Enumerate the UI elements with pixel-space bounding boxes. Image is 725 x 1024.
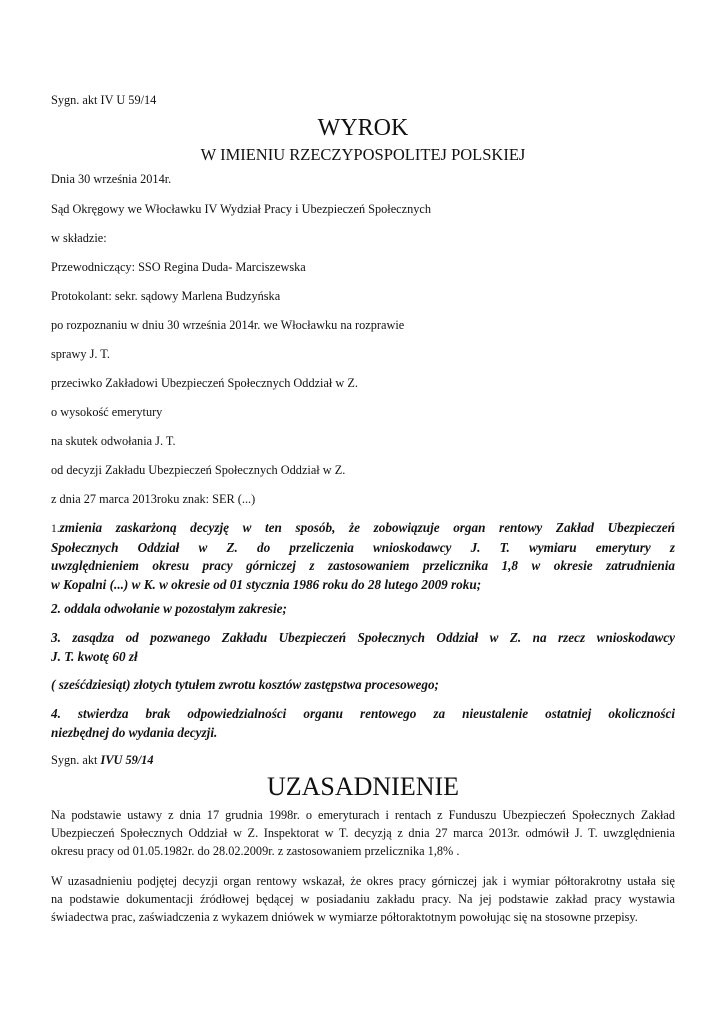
verdict-item-4	[51, 705, 675, 742]
intro-line: o wysokość emerytury	[51, 405, 163, 419]
verdict-item-3-continuation: ( sześćdziesiąt) złotych tytułem zwrotu kosztów zastępstwa procesowego;	[51, 677, 439, 692]
intro-line: z dnia 27 marca 2013roku znak: SER (...)	[51, 492, 256, 506]
justification-paragraph-1	[51, 806, 675, 861]
signature-value: IVU 59/14	[100, 753, 154, 767]
justification-signature	[51, 752, 675, 769]
intro-line: po rozpoznaniu w dniu 30 września 2014r. we Włocławku na rozprawie	[51, 318, 405, 332]
verdict-line: J. T. kwotę 60 zł	[51, 648, 138, 664]
verdict-line: w Kopalni (...) w K. w okresie od 01 stycznia 1986 roku do 28 lutego 2009 roku;	[51, 576, 482, 592]
intro-line: Przewodniczący: SSO Regina Duda- Marciszewska	[51, 260, 306, 274]
signature-prefix: Sygn. akt	[51, 753, 101, 767]
verdict-line: 3. zasądza od pozwanego Zakładu Ubezpieczeń Społecznych Oddział w Z. na rzecz wnioskodawcy	[51, 630, 675, 645]
verdict-item-1-number: 1.	[51, 523, 60, 535]
paragraph-line: okresu pracy od 01.05.1982r. do 28.02.2009r. z zastosowaniem przelicznika 1,8% .	[51, 844, 460, 859]
verdict-line: zmienia zaskarżoną decyzję w ten sposób, że zobowiązuje organ rentowy Zakład Ubezpieczeń	[59, 520, 675, 535]
verdict-item-3	[51, 629, 675, 666]
intro-line: na skutek odwołania J. T.	[51, 434, 176, 448]
verdict-line: niezbędnej do wydania decyzji.	[51, 724, 218, 740]
paragraph-line: świadectwa prac, zaświadczenia z wykazem dniówek w wymiarze półtoraktotnym powołując się na stosowne przepisy.	[51, 910, 638, 925]
justification-paragraph-2	[51, 872, 675, 927]
justification-heading: UZASADNIENIE	[266, 772, 460, 801]
verdict-line: 4. stwierdza brak odpowiedzialności organu rentowego za nieustalenie ostatniej okoliczności	[51, 706, 675, 721]
paragraph-line: Na podstawie ustawy z dnia 17 grudnia 1998r. o emeryturach i rentach z Funduszu Ubezpieczeń Społecznych Zakład	[51, 808, 675, 822]
verdict-line: Społecznych Oddział w Z. do przeliczenia wnioskodawcy J. T. wymiaru emerytury z	[51, 539, 675, 555]
verdict-title: WYROK	[317, 115, 409, 141]
verdict-line: uwzględnieniem okresu pracy górniczej z zastosowaniem przelicznika 1,8 w okresie zatrudnienia	[51, 558, 675, 573]
paragraph-line: W uzasadnieniu podjętej decyzji organ rentowy wskazał, że okres pracy górniczej jak i wymiar półtorakrotny ustała się	[51, 874, 675, 888]
case-signature: Sygn. akt IV U 59/14	[51, 93, 157, 107]
intro-line: od decyzji Zakładu Ubezpieczeń Społecznych Oddział w Z.	[51, 463, 346, 477]
intro-line: sprawy J. T.	[51, 347, 110, 361]
intro-line: Sąd Okręgowy we Włocławku IV Wydział Pracy i Ubezpieczeń Społecznych	[51, 202, 431, 216]
intro-line: Protokolant: sekr. sądowy Marlena Budzyńska	[51, 289, 281, 303]
verdict-item-1	[51, 519, 675, 594]
intro-line: w składzie:	[51, 231, 107, 245]
intro-line: Dnia 30 września 2014r.	[51, 172, 172, 186]
verdict-subtitle: W IMIENIU RZECZYPOSPOLITEJ POLSKIEJ	[200, 145, 526, 164]
paragraph-line: na podstawie dokumentacji źródłowej będącej w posiadaniu zakładu pracy. Na jej podstawie zakład pracy wystawia	[51, 892, 675, 907]
verdict-item-2: 2. oddala odwołanie w pozostałym zakresie;	[51, 601, 287, 616]
paragraph-line: Ubezpieczeń Społecznych Oddział w Z. Inspektorat w T. decyzją z dnia 27 marca 2013r. odmówił J. T. uwzględnienia	[51, 826, 675, 841]
intro-line: przeciwko Zakładowi Ubezpieczeń Społecznych Oddział w Z.	[51, 376, 358, 390]
